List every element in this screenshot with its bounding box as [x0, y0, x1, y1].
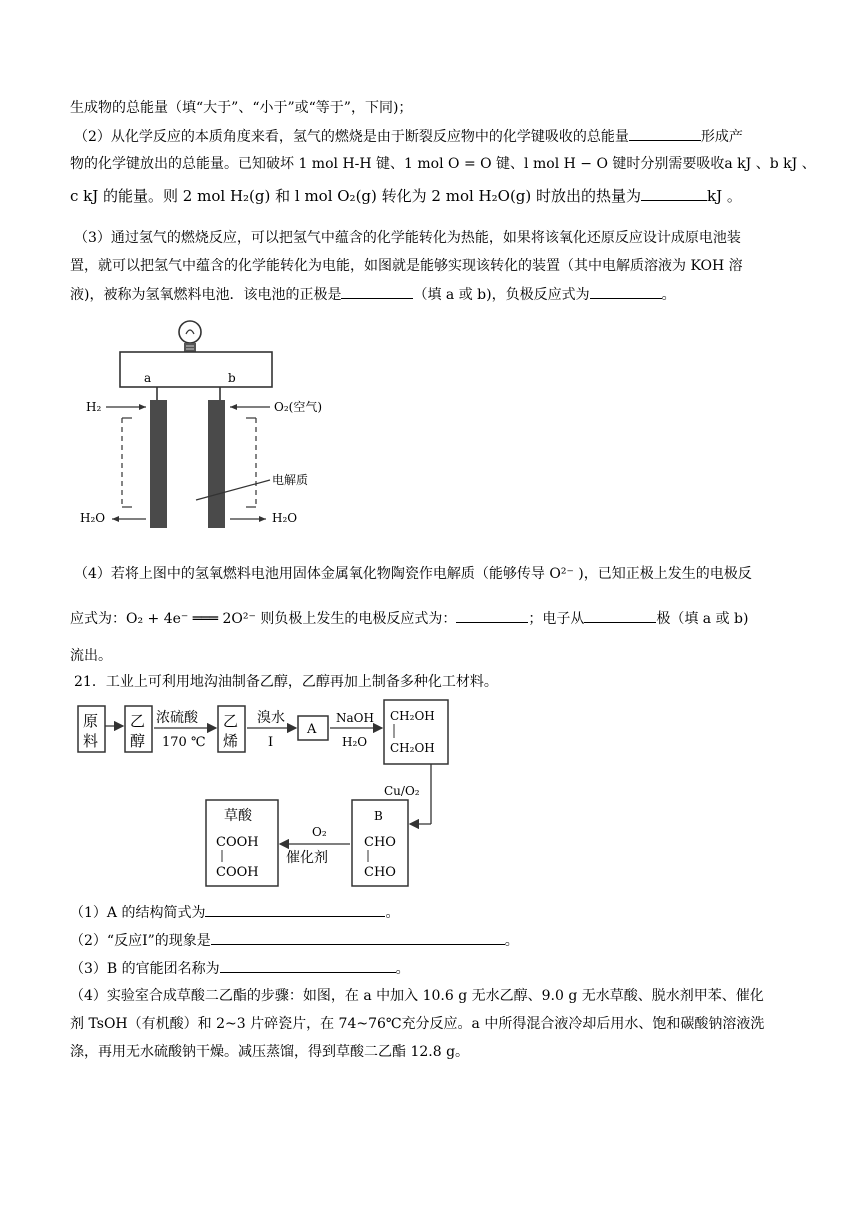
- o2-inlet-label: O₂(空气): [274, 400, 323, 414]
- electrode-a: [150, 400, 167, 528]
- svg-text:A: A: [307, 722, 317, 737]
- q21-sub1-text: （1）A 的结构简式为: [70, 905, 206, 921]
- q20-part4-line2: [70, 608, 748, 629]
- q21-sub3-end: 。: [395, 961, 410, 977]
- svg-text:醇: 醇: [130, 732, 146, 750]
- q21-sub1-end: 。: [385, 905, 400, 921]
- q20-part2-line1: [74, 126, 743, 147]
- svg-text:烯: 烯: [223, 732, 239, 750]
- svg-text:草酸: 草酸: [224, 808, 252, 824]
- q21-sub2-text: （2）“反应Ⅰ”的现象是: [70, 933, 211, 949]
- electrode-b: [208, 400, 225, 528]
- q21-sub3: [70, 958, 410, 979]
- svg-text:O₂: O₂: [312, 825, 327, 839]
- answer-blank[interactable]: [456, 608, 528, 623]
- answer-blank[interactable]: [211, 930, 505, 945]
- q20-part4-text-b2: ；电子从: [528, 611, 585, 627]
- q20-part3-text-c3: 。: [661, 287, 676, 303]
- svg-text:催化剂: 催化剂: [286, 850, 328, 866]
- svg-text:CH₂OH: CH₂OH: [390, 741, 435, 755]
- answer-blank[interactable]: [341, 284, 413, 299]
- answer-blank[interactable]: [205, 902, 385, 917]
- q20-line1: 生成物的总能量（填“大于”、“小于”或“等于”，下同)；: [70, 100, 413, 116]
- q20-part2-line3: [70, 186, 742, 206]
- svg-text:CHO: CHO: [364, 865, 396, 880]
- answer-blank[interactable]: [641, 186, 707, 201]
- svg-text:NaOH: NaOH: [336, 711, 374, 725]
- q20-part3-line2: 置，就可以把氢气中蕴含的化学能转化为电能，如图就是能够实现该转化的装置（其中电解质溶液为 KOH 溶: [70, 258, 743, 274]
- electrode-label-a: a: [144, 371, 152, 385]
- svg-text:170 ℃: 170 ℃: [162, 735, 206, 750]
- q21-sub2-end: 。: [504, 933, 519, 949]
- q21-sub4-line3: 涤，再用无水硫酸钠干燥。减压蒸馏，得到草酸二乙酯 12.8 g。: [70, 1044, 470, 1060]
- answer-blank[interactable]: [590, 284, 662, 299]
- svg-text:B: B: [374, 809, 383, 823]
- electrolyte-label: 电解质: [272, 473, 309, 487]
- svg-text:COOH: COOH: [216, 835, 259, 850]
- electrode-label-b: b: [228, 371, 236, 385]
- q20-part2-text-b: 形成产: [700, 129, 743, 145]
- q20-part2-line2: 物的化学键放出的总能量。已知破坏 1 mol H-H 键、1 mol O = O 键、l mol H − O 键时分别需要吸收a kJ 、b kJ 、: [70, 156, 816, 172]
- answer-blank[interactable]: [629, 126, 701, 141]
- q20-part3-text-c1: 液)，被称为氢氧燃料电池．该电池的正极是: [70, 287, 342, 303]
- q20-part4-line1: （4）若将上图中的氢氧燃料电池用固体金属氧化物陶瓷作电解质（能够传导 O²⁻ )，已知正极上发生的电极反: [74, 566, 752, 582]
- q21-sub4-line1: （4）实验室合成草酸二乙酯的步骤：如图，在 a 中加入 10.6 g 无水乙醇、9.0 g 无水草酸、脱水剂甲苯、催化: [70, 988, 764, 1004]
- q20-part2-text-d2: kJ 。: [707, 187, 742, 205]
- svg-text:CHO: CHO: [364, 835, 396, 850]
- q20-part4-line3: 流出。: [70, 648, 112, 664]
- h2o-left-label: H₂O: [80, 511, 106, 525]
- q20-part4-text-b1: 应式为：O₂ + 4e⁻ ═══ 2O²⁻ 则负极上发生的电极反应式为：: [70, 611, 457, 627]
- q21-sub3-text: （3）B 的官能团名称为: [70, 961, 220, 977]
- svg-text:COOH: COOH: [216, 865, 259, 880]
- q21-sub2: [70, 930, 519, 951]
- q20-part2-text-a: （2）从化学反应的本质角度来看，氢气的燃烧是由于断裂反应物中的化学键吸收的总能量: [74, 129, 629, 145]
- svg-text:乙: 乙: [223, 712, 239, 730]
- svg-text:H₂O: H₂O: [342, 735, 368, 749]
- q20-part3-line1: （3）通过氢气的燃烧反应，可以把氢气中蕴含的化学能转化为热能，如果将该氧化还原反应设计成原电池装: [74, 230, 741, 246]
- h2-inlet-label: H₂: [86, 400, 102, 414]
- answer-blank[interactable]: [220, 958, 396, 973]
- svg-text:原: 原: [83, 712, 99, 730]
- svg-text:CH₂OH: CH₂OH: [390, 709, 435, 723]
- q20-part3-text-c2: （填 a 或 b)，负极反应式为: [413, 287, 590, 303]
- external-circuit: [120, 352, 272, 387]
- fuel-cell-diagram: [70, 310, 370, 540]
- synthesis-flowchart: [70, 696, 450, 896]
- h2o-right-label: H₂O: [272, 511, 298, 525]
- svg-text:Ⅰ: Ⅰ: [268, 735, 274, 750]
- light-bulb-icon: [179, 321, 201, 352]
- svg-text:料: 料: [83, 732, 99, 750]
- q20-part3-line3: [70, 284, 676, 305]
- svg-text:溴水: 溴水: [257, 710, 285, 726]
- svg-text:Cu/O₂: Cu/O₂: [384, 784, 420, 798]
- q21-sub1: [70, 902, 399, 923]
- answer-blank[interactable]: [584, 608, 656, 623]
- q21-sub4-line2: 剂 TsOH（有机酸）和 2~3 片碎瓷片，在 74~76℃充分反应。a 中所得混合液冷却后用水、饱和碳酸钠溶液洗: [70, 1016, 765, 1032]
- svg-text:浓硫酸: 浓硫酸: [156, 710, 198, 726]
- q20-part2-text-d1: c kJ 的能量。则 2 mol H₂(g) 和 l mol O₂(g) 转化为 2 mol H₂O(g) 时放出的热量为: [70, 187, 642, 205]
- svg-text:乙: 乙: [130, 712, 146, 730]
- q21-intro: 21．工业上可利用地沟油制备乙醇，乙醇再加上制备多种化工材料。: [74, 674, 498, 690]
- q20-part4-text-b3: 极（填 a 或 b): [656, 611, 749, 627]
